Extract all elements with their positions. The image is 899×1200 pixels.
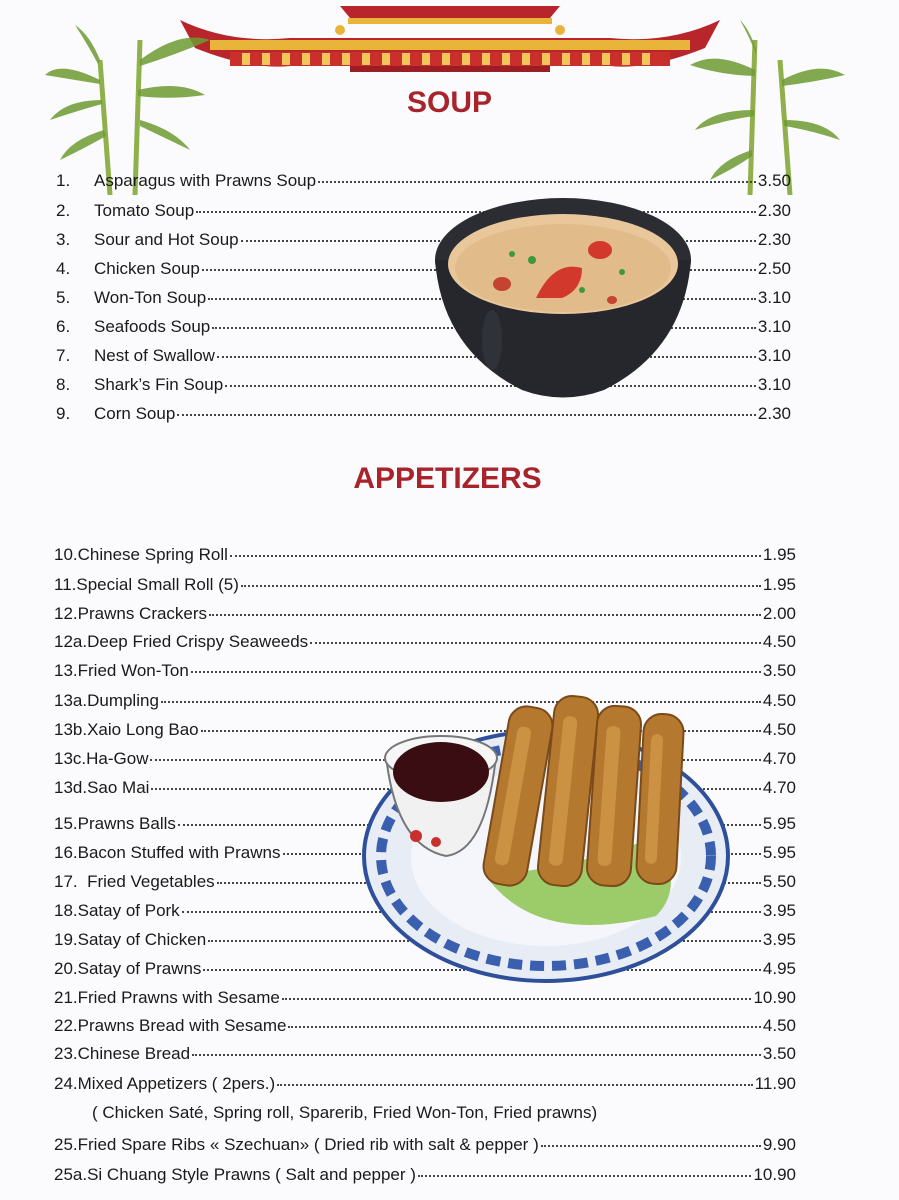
- item-price: 4.95: [762, 959, 796, 978]
- menu-item-appetizer: [54, 660, 796, 682]
- item-name: Sour and Hot Soup: [94, 230, 239, 249]
- item-price: 3.10: [757, 375, 791, 394]
- item-name: Chicken Soup: [94, 259, 200, 278]
- menu-item-appetizer: [54, 574, 796, 596]
- item-number: 1.: [56, 171, 71, 190]
- item-name: 17. Fried Vegetables: [54, 872, 215, 891]
- item-price: 4.70: [762, 778, 796, 797]
- menu-item-soup-9: [56, 403, 791, 425]
- item-name: Nest of Swallow: [94, 346, 215, 365]
- item-price: 3.95: [762, 930, 796, 949]
- item-number: 8.: [56, 375, 71, 394]
- item-number: 6.: [56, 317, 71, 336]
- item-price: 5.95: [762, 843, 796, 862]
- item-price: 3.50: [757, 171, 791, 190]
- spring-roll-plate-icon: [356, 686, 734, 986]
- item-name: 15.Prawns Balls: [54, 814, 176, 833]
- item-name: 24.Mixed Appetizers ( 2pers.): [54, 1074, 276, 1093]
- menu-item-appetizer: [54, 603, 796, 625]
- dot-leader: [177, 400, 756, 416]
- menu-item-appetizer: [54, 1015, 796, 1037]
- item-number: 3.: [56, 230, 71, 249]
- item-price: 1.95: [762, 545, 796, 564]
- item-name: 10.Chinese Spring Roll: [54, 545, 228, 564]
- item-price: 5.95: [762, 814, 796, 833]
- item-price: 4.50: [762, 632, 796, 651]
- dot-leader: [241, 571, 761, 587]
- item-price: 3.95: [762, 901, 796, 920]
- item-name: 16.Bacon Stuffed with Prawns: [54, 843, 281, 862]
- item-price: 9.90: [762, 1135, 796, 1154]
- soup-bowl-icon: [432, 190, 694, 402]
- menu-item-appetizer: [54, 631, 796, 653]
- mixed-appetizers-note: ( Chicken Saté, Spring roll, Sparerib, Fried Won-Ton, Fried prawns): [92, 1103, 598, 1122]
- dot-leader: [230, 541, 761, 557]
- dot-leader: [191, 657, 761, 673]
- item-name: 18.Satay of Pork: [54, 901, 180, 920]
- item-price: 1.95: [762, 575, 796, 594]
- item-name: 13.Fried Won-Ton: [54, 661, 189, 680]
- item-name: 11.Special Small Roll (5): [54, 575, 239, 594]
- item-name: Tomato Soup: [94, 201, 195, 220]
- dot-leader: [282, 984, 752, 1000]
- item-number: 2.: [56, 201, 71, 220]
- item-price: 3.50: [762, 661, 796, 680]
- dot-leader: [209, 600, 761, 616]
- item-price: 4.70: [762, 749, 796, 768]
- soup-section-title: SOUP: [406, 86, 493, 119]
- dot-leader: [418, 1161, 752, 1177]
- item-price: 4.50: [762, 1016, 796, 1035]
- item-name: 13d.Sao Mai: [54, 778, 150, 797]
- item-price: 4.50: [762, 720, 796, 739]
- item-price: 3.10: [757, 288, 791, 307]
- menu-item-appetizer: [54, 1164, 796, 1186]
- item-name: Corn Soup: [94, 404, 176, 423]
- item-price: 3.10: [757, 317, 791, 336]
- menu-item-appetizer: [54, 1043, 796, 1065]
- dot-leader: [310, 628, 761, 644]
- appetizers-section-title: APPETIZERS: [353, 462, 542, 495]
- item-name: 20.Satay of Prawns: [54, 959, 202, 978]
- item-name: Asparagus with Prawns Soup: [94, 171, 317, 190]
- menu-item-appetizer: [54, 987, 796, 1009]
- item-price: 3.50: [762, 1044, 796, 1063]
- menu-item-appetizer: [54, 544, 796, 566]
- item-price: 3.10: [757, 346, 791, 365]
- dot-leader: [277, 1070, 753, 1086]
- item-price: 2.00: [762, 604, 796, 623]
- item-name: 19.Satay of Chicken: [54, 930, 207, 949]
- item-name: 12.Prawns Crackers: [54, 604, 208, 623]
- menu-item-soup-1: [56, 170, 791, 192]
- item-name: Seafoods Soup: [94, 317, 211, 336]
- item-price: 10.90: [753, 1165, 796, 1184]
- pagoda-roof-icon: [150, 0, 750, 90]
- item-name: 13a.Dumpling: [54, 691, 159, 710]
- item-price: 2.50: [757, 259, 791, 278]
- dot-leader: [318, 167, 756, 183]
- item-number: 5.: [56, 288, 71, 307]
- dot-leader: [288, 1012, 760, 1028]
- item-price: 2.30: [757, 230, 791, 249]
- item-name: 25.Fried Spare Ribs « Szechuan» ( Dried rib with salt & pepper ): [54, 1135, 539, 1154]
- item-name: 12a.Deep Fried Crispy Seaweeds: [54, 632, 309, 651]
- item-name: Won-Ton Soup: [94, 288, 207, 307]
- item-name: 22.Prawns Bread with Sesame: [54, 1016, 287, 1035]
- item-price: 5.50: [762, 872, 796, 891]
- item-name: 23.Chinese Bread: [54, 1044, 191, 1063]
- item-name: 25a.Si Chuang Style Prawns ( Salt and pepper ): [54, 1165, 416, 1184]
- item-price: 2.30: [757, 404, 791, 423]
- item-number: 7.: [56, 346, 71, 365]
- item-name: 21.Fried Prawns with Sesame: [54, 988, 280, 1007]
- dot-leader: [192, 1040, 761, 1056]
- item-price: 2.30: [757, 201, 791, 220]
- item-name: 13b.Xaio Long Bao: [54, 720, 199, 739]
- item-name: 13c.Ha-Gow: [54, 749, 149, 768]
- item-price: 4.50: [762, 691, 796, 710]
- item-price: 11.90: [754, 1074, 796, 1093]
- menu-item-appetizer: [54, 1134, 796, 1156]
- item-number: 4.: [56, 259, 71, 278]
- item-name: Shark’s Fin Soup: [94, 375, 224, 394]
- item-number: 9.: [56, 404, 71, 423]
- menu-item-appetizer: [54, 1073, 796, 1095]
- item-price: 10.90: [753, 988, 796, 1007]
- dot-leader: [541, 1131, 761, 1147]
